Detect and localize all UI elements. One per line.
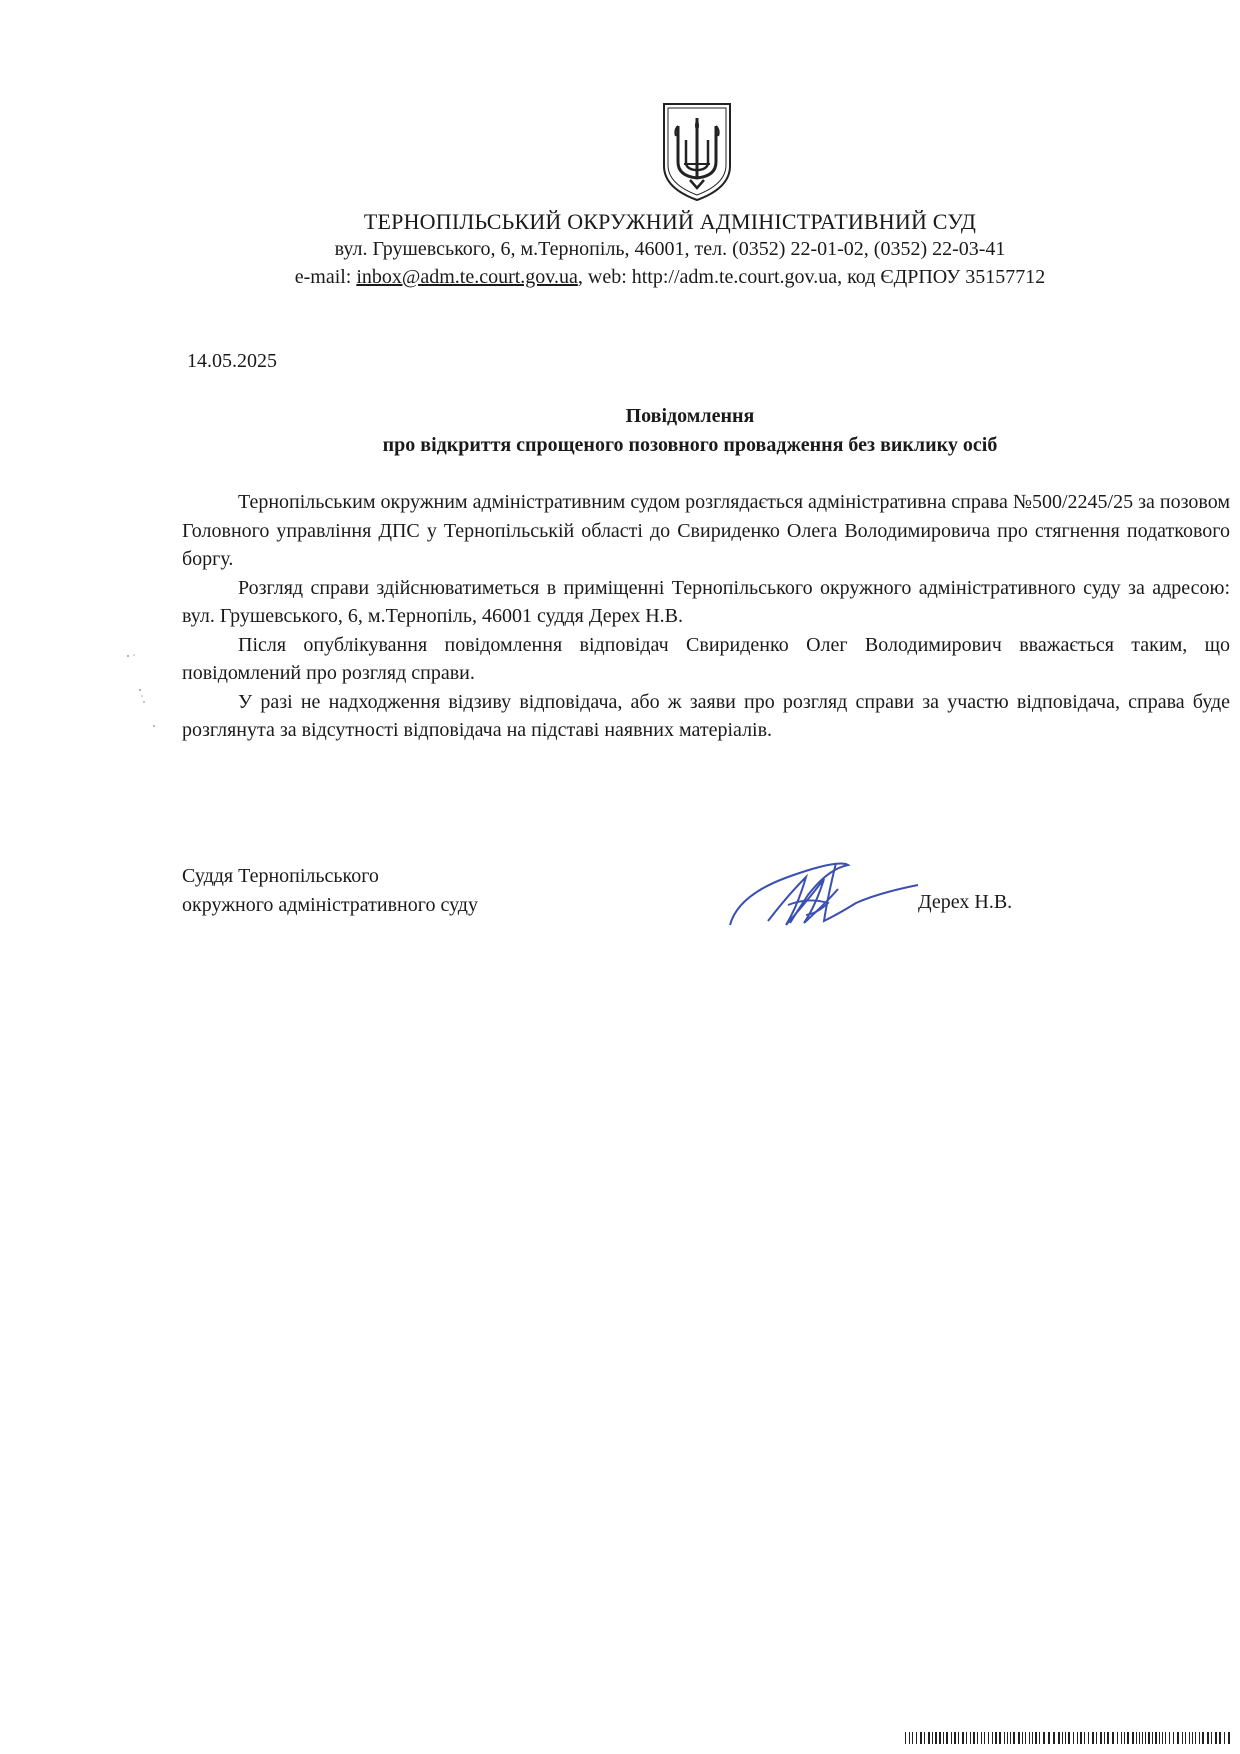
barcode-bar: [946, 1732, 948, 1744]
barcode-bar: [1022, 1732, 1023, 1744]
barcode-bar: [924, 1732, 925, 1744]
barcode-bar: [1029, 1732, 1030, 1744]
barcode-bar: [1025, 1732, 1026, 1744]
barcode-bar: [1043, 1732, 1045, 1744]
barcode-bar: [932, 1732, 933, 1744]
barcode-bar: [943, 1732, 944, 1744]
barcode-bar: [951, 1732, 952, 1744]
handwritten-signature: [728, 855, 928, 935]
barcode-bar: [1039, 1732, 1040, 1744]
barcode-bar: [1202, 1732, 1204, 1744]
email-link[interactable]: inbox@adm.te.court.gov.ua: [356, 266, 578, 288]
barcode-bar: [1053, 1732, 1055, 1744]
barcode-bar: [970, 1732, 971, 1744]
judge-name: Дерех Н.В.: [918, 891, 1013, 913]
barcode-bar: [1173, 1732, 1174, 1744]
barcode-bar: [912, 1732, 913, 1744]
signatory-position: [182, 862, 478, 920]
barcode-bar: [1124, 1732, 1125, 1744]
court-contacts: [50, 266, 1240, 289]
barcode-bar: [995, 1732, 997, 1744]
barcode-bar: [962, 1732, 964, 1744]
body-paragraph-2: Розгляд справи здійснюватиметься в приміщенні Тернопільського окружного адміністративного суду за адресою: вул. Грушевського, 6, м.Тернопіль, 46001 суддя Дерех Н.В.: [182, 576, 1230, 627]
barcode-bar: [1228, 1732, 1230, 1744]
barcode-bar: [1127, 1732, 1129, 1744]
barcode-bar: [973, 1732, 975, 1744]
barcode-bar: [1139, 1732, 1140, 1744]
document-body: [182, 488, 1230, 745]
barcode-bar: [1219, 1732, 1221, 1744]
barcode-bar: [1192, 1732, 1193, 1744]
barcode-bar: [1018, 1732, 1020, 1744]
barcode-bar: [992, 1732, 993, 1744]
barcode-bar: [905, 1732, 906, 1744]
barcode-bar: [1148, 1732, 1150, 1744]
signatory-position-line-1: Суддя Тернопільського: [182, 865, 379, 887]
barcode-bar: [1189, 1732, 1190, 1744]
barcode-bar: [958, 1732, 959, 1744]
barcode-bar: [1032, 1732, 1033, 1744]
barcode-bar: [1084, 1732, 1085, 1744]
barcode-bar: [1004, 1732, 1005, 1744]
barcode-bar: [984, 1732, 985, 1744]
scan-specks: [120, 650, 160, 730]
barcode-bar: [1199, 1732, 1200, 1744]
barcode-bar: [1145, 1732, 1146, 1744]
barcode-bar: [1104, 1732, 1105, 1744]
barcode-bar: [1159, 1732, 1160, 1744]
barcode-bar: [1215, 1732, 1217, 1744]
court-name: ТЕРНОПІЛЬСЬКИЙ ОКРУЖНИЙ АДМІНІСТРАТИВНИЙ СУД: [363, 209, 977, 234]
barcode-bar: [1080, 1732, 1082, 1744]
barcode-bar: [1117, 1732, 1118, 1744]
barcode-bar: [1162, 1732, 1163, 1744]
barcode-bar: [1207, 1732, 1209, 1744]
barcode-bar: [920, 1732, 922, 1744]
barcode-bar: [1096, 1732, 1097, 1744]
barcode-bar: [1165, 1732, 1166, 1744]
barcode-bar: [999, 1732, 1001, 1744]
barcode-bar: [1062, 1732, 1063, 1744]
barcode-bar: [928, 1732, 930, 1744]
barcode-bar: [981, 1732, 982, 1744]
barcode-bar: [1007, 1732, 1008, 1744]
barcode-bar: [1088, 1732, 1089, 1744]
barcode-bar: [1100, 1732, 1102, 1744]
barcode-bar: [1092, 1732, 1094, 1744]
barcode-bar: [1155, 1732, 1157, 1744]
document-title: Повідомлення: [625, 405, 755, 427]
barcode-bar: [988, 1732, 989, 1744]
barcode-bar: [1211, 1732, 1212, 1744]
barcode-bar: [935, 1732, 937, 1744]
barcode-bar: [1107, 1732, 1109, 1744]
body-paragraph-3: Після опублікування повідомлення відповідач Свириденко Олег Володимирович вважається таким, що повідомлений про розгляд справи.: [182, 633, 1230, 684]
barcode-bar: [909, 1732, 910, 1744]
contacts-rest: , web: http://adm.te.court.gov.ua, код ЄДРПОУ 35157712: [577, 266, 1046, 288]
body-paragraph-4: У разі не надходження відзиву відповідача, або ж заяви про розгляд справи за участю відповідача, справа буде розглянута за відсутності відповідача на підставі наявних матеріалів.: [182, 690, 1230, 741]
barcode-bar: [1013, 1732, 1015, 1744]
barcode-bar: [954, 1732, 956, 1744]
barcode-bar: [1073, 1732, 1074, 1744]
barcode-bar: [1058, 1732, 1060, 1744]
court-address: вул. Грушевського, 6, м.Тернопіль, 46001, тел. (0352) 22-01-02, (0352) 22-03-41: [334, 238, 1006, 260]
signatory-position-line-2: окружного адміністративного суду: [182, 894, 478, 916]
barcode-bar: [1048, 1732, 1050, 1744]
barcode-bar: [1185, 1732, 1186, 1744]
barcode-bar: [939, 1732, 941, 1744]
body-paragraph-1: Тернопільським окружним адміністративним судом розглядається адміністративна справа №500/2245/25 за позовом Головного управління ДПС у Тернопільській області до Свириденко Олега Володимировича про стягнення податкового боргу.: [182, 491, 1230, 570]
barcode-bar: [916, 1732, 917, 1744]
barcode-bar: [1132, 1732, 1134, 1744]
barcode-bar: [1065, 1732, 1066, 1744]
barcode-bar: [966, 1732, 967, 1744]
coat-of-arms-icon: [660, 100, 734, 204]
barcode-bar: [1182, 1732, 1183, 1744]
barcode-bar: [1077, 1732, 1078, 1744]
barcode-bar: [1177, 1732, 1179, 1744]
barcode-bar: [1169, 1732, 1170, 1744]
barcode-bar: [1152, 1732, 1153, 1744]
barcode-strip: [905, 1732, 1233, 1744]
barcode-bar: [1224, 1732, 1225, 1744]
document-subtitle: про відкриття спрощеного позовного провадження без виклику осіб: [382, 434, 998, 456]
barcode-bar: [1112, 1732, 1114, 1744]
barcode-bar: [977, 1732, 978, 1744]
barcode-bar: [1195, 1732, 1196, 1744]
barcode-bar: [1035, 1732, 1037, 1744]
barcode-bar: [1068, 1732, 1070, 1744]
email-label: e-mail:: [294, 266, 357, 288]
barcode-bar: [1142, 1732, 1143, 1744]
barcode-bar: [1010, 1732, 1011, 1744]
document-date: 14.05.2025: [187, 350, 277, 372]
barcode-bar: [1121, 1732, 1122, 1744]
barcode-bar: [1136, 1732, 1137, 1744]
